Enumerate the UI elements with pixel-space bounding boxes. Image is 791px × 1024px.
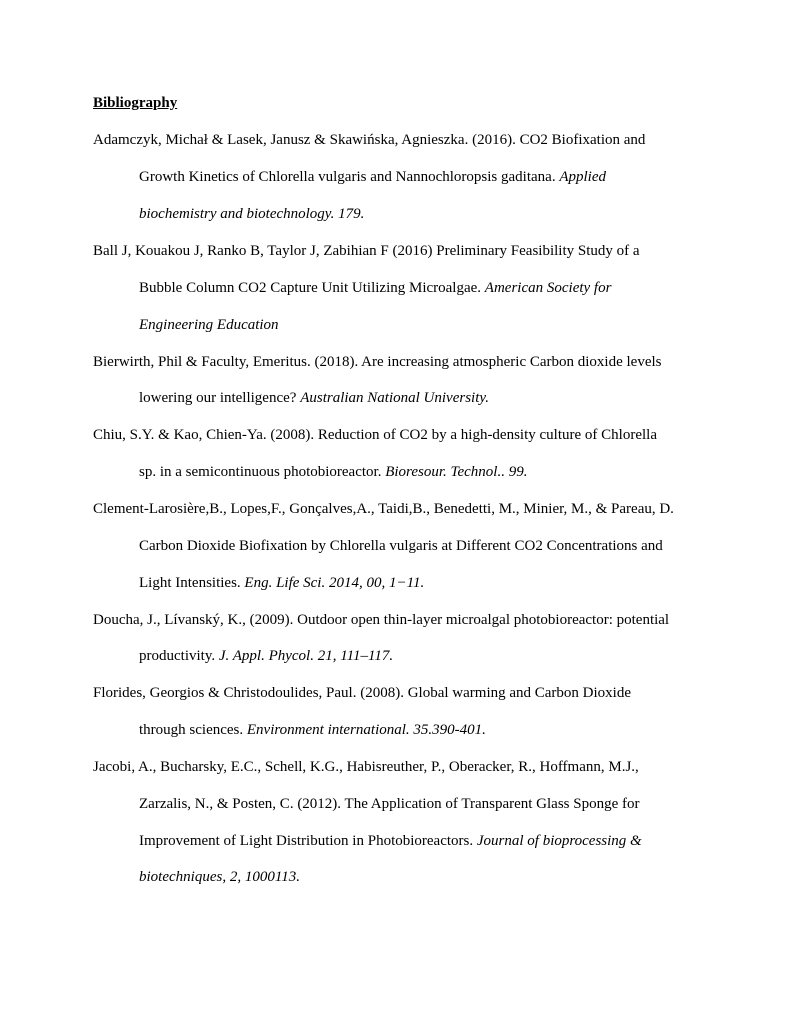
line-text: Improvement of Light Distribution in Photobioreactors. xyxy=(139,833,477,849)
line-italic-text: Eng. Life Sci. 2014, 00, 1−11. xyxy=(244,575,425,591)
line-text: Chiu, S.Y. & Kao, Chien-Ya. (2008). Reduction of CO2 by a high-density culture of Chlorella xyxy=(93,427,657,443)
entry-6-line-1 xyxy=(93,611,669,629)
line-italic-text: Journal of bioprocessing & xyxy=(476,833,642,849)
entry-5-line-2 xyxy=(139,537,663,555)
entry-8-line-2 xyxy=(139,795,640,813)
entry-2-line-2 xyxy=(139,279,611,297)
entry-8-line-4 xyxy=(139,868,300,886)
entry-5-line-1 xyxy=(93,500,674,518)
line-text: Growth Kinetics of Chlorella vulgaris and Nannochloropsis gaditana. xyxy=(139,169,560,185)
line-italic-text: Environment international. 35.390-401. xyxy=(246,722,486,738)
entry-7-line-2 xyxy=(139,721,486,739)
line-text: Bubble Column CO2 Capture Unit Utilizing Microalgae. xyxy=(139,280,485,296)
entry-2-line-1 xyxy=(93,242,640,260)
line-italic-text: Engineering Education xyxy=(139,317,279,333)
entry-1-line-1 xyxy=(93,131,645,149)
line-italic-text: Bioresour. Technol.. 99. xyxy=(385,464,528,480)
line-text: through sciences. xyxy=(139,722,247,738)
line-text: Zarzalis, N., & Posten, C. (2012). The Application of Transparent Glass Sponge for xyxy=(139,796,640,812)
line-text: Jacobi, A., Bucharsky, E.C., Schell, K.G., Habisreuther, P., Oberacker, R., Hoffmann, M.J., xyxy=(93,759,639,775)
entry-8-line-1 xyxy=(93,758,639,776)
entry-8-line-3 xyxy=(139,832,642,850)
line-text: Light Intensities. xyxy=(139,575,245,591)
entry-5-line-3 xyxy=(139,574,424,592)
line-italic-text: American Society for xyxy=(484,280,612,296)
entry-1-line-3 xyxy=(139,205,364,223)
line-text: sp. in a semicontinuous photobioreactor. xyxy=(139,464,386,480)
entry-4-line-2 xyxy=(139,463,527,481)
line-text: Ball J, Kouakou J, Ranko B, Taylor J, Zabihian F (2016) Preliminary Feasibility Study of a xyxy=(93,243,640,259)
entry-3-line-2 xyxy=(139,389,489,407)
line-text: Carbon Dioxide Biofixation by Chlorella vulgaris at Different CO2 Concentrations and xyxy=(139,538,663,554)
line-text: Adamczyk, Michał & Lasek, Janusz & Skawińska, Agnieszka. (2016). CO2 Biofixation and xyxy=(93,132,646,148)
entry-4-line-1 xyxy=(93,426,657,444)
line-italic-text: biotechniques, 2, 1000113. xyxy=(139,869,300,885)
entry-1-line-2 xyxy=(139,168,606,186)
entry-2-line-3 xyxy=(139,316,279,334)
line-italic-text: Applied xyxy=(559,169,606,185)
bibliography-heading: Bibliography xyxy=(93,95,178,111)
line-italic-text: Australian National University. xyxy=(300,390,489,406)
line-italic-text: J. Appl. Phycol. 21, 111–117. xyxy=(218,648,394,664)
entry-3-line-1 xyxy=(93,353,662,371)
line-text: Bierwirth, Phil & Faculty, Emeritus. (2018). Are increasing atmospheric Carbon dioxide levels xyxy=(93,354,662,370)
line-text: Clement-Larosière,B., Lopes,F., Gonçalves,A., Taidi,B., Benedetti, M., Minier, M., & Pareau, D. xyxy=(93,501,674,517)
line-italic-text: biochemistry and biotechnology. 179. xyxy=(139,206,365,222)
entry-7-line-1 xyxy=(93,684,631,702)
line-text: Doucha, J., Lívanský, K., (2009). Outdoor open thin-layer microalgal photobioreactor: potential xyxy=(93,612,670,628)
line-text: Florides, Georgios & Christodoulides, Paul. (2008). Global warming and Carbon Dioxide xyxy=(93,685,632,701)
line-text: lowering our intelligence? xyxy=(139,390,301,406)
entry-6-line-2 xyxy=(139,647,393,665)
line-text: productivity. xyxy=(139,648,219,664)
